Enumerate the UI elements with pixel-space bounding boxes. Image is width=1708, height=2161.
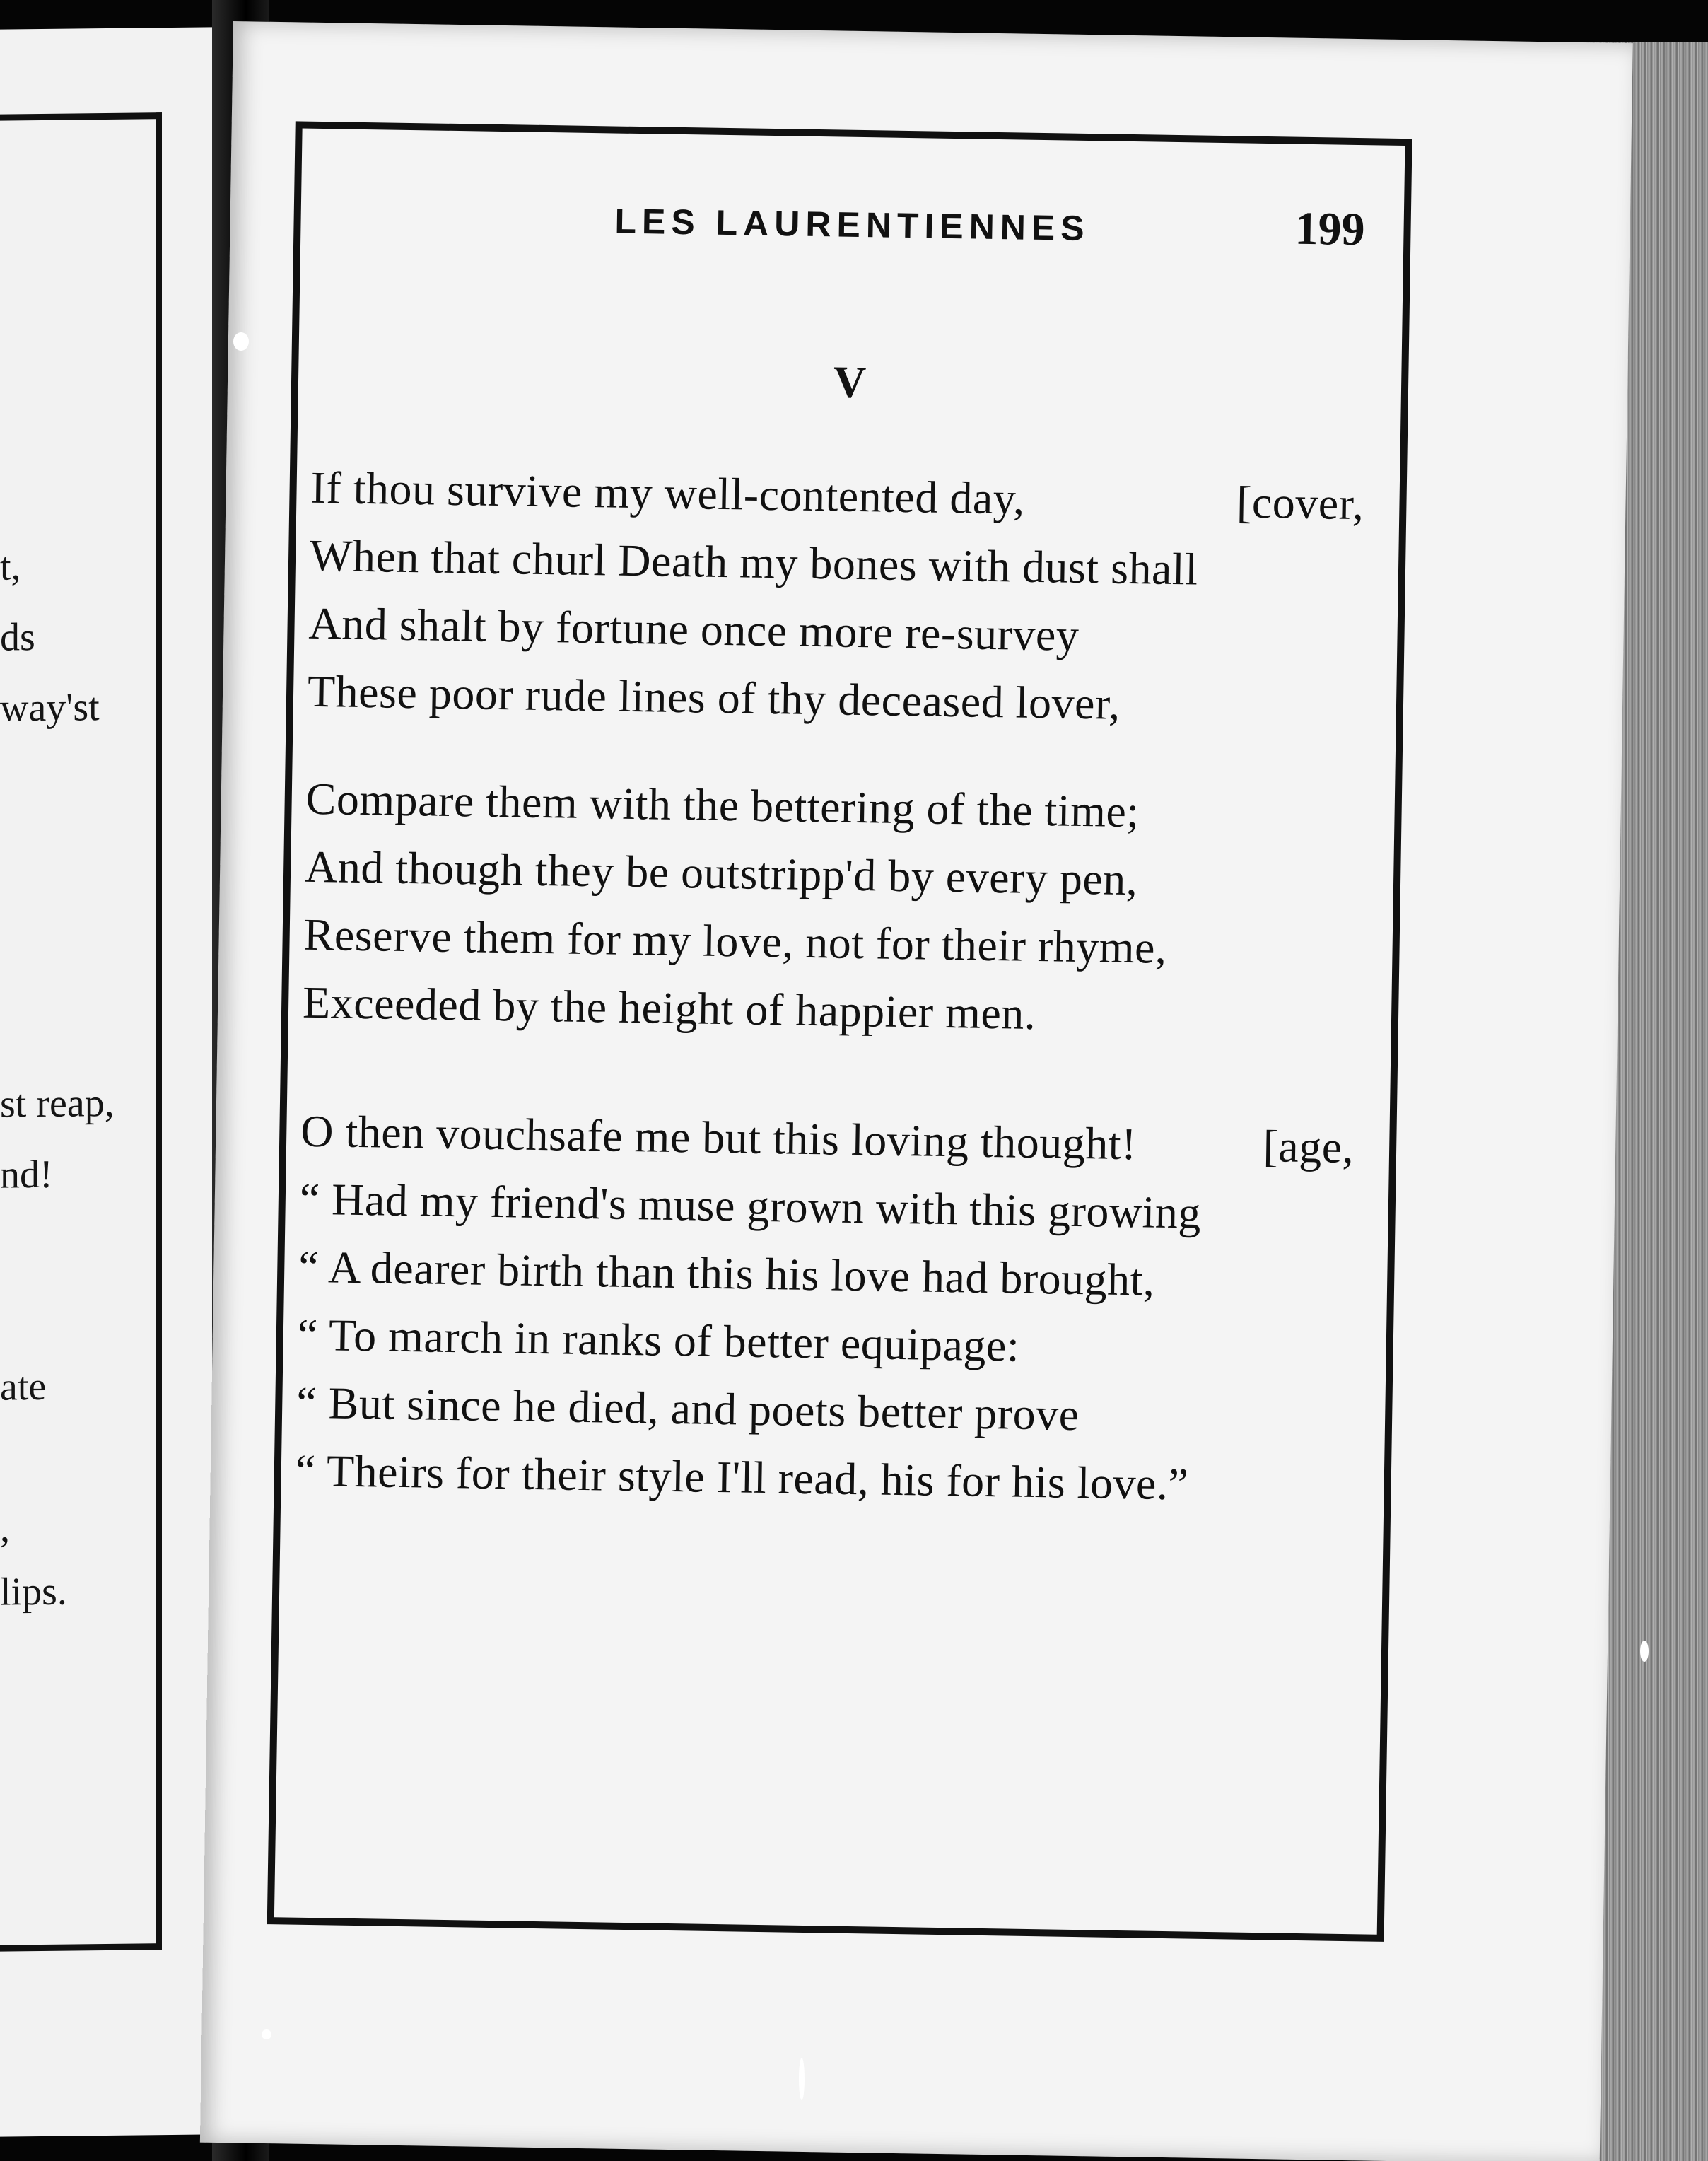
verse-text: If thou survive my well-contented day,	[310, 462, 1026, 524]
stanza	[295, 1097, 1362, 1521]
previous-page-fragment: ds	[0, 615, 35, 660]
running-head: LES LAURENTIENNES	[614, 201, 1091, 249]
verse-line: Reserve them for my love, not for their rhyme,	[303, 909, 1168, 973]
previous-page-fragment: lips.	[0, 1569, 67, 1614]
verse-text: O then vouchsafe me but this loving thought!	[300, 1105, 1137, 1170]
previous-page-fragment: way'st	[0, 685, 100, 730]
previous-page-fragment: ,	[0, 1506, 10, 1551]
scan-speck	[262, 2029, 271, 2039]
previous-page-fragment: ate	[0, 1364, 47, 1409]
verse-line: These poor rude lines of thy deceased lover,	[307, 665, 1121, 729]
verse-line: And though they be outstripp'd by every pen,	[304, 841, 1138, 905]
page-number: 199	[1294, 202, 1366, 256]
previous-page-frame	[0, 112, 162, 1952]
previous-page	[0, 27, 212, 2136]
sonnet-number: V	[833, 356, 867, 408]
verse-line: “ But since he died, and poets better prove	[296, 1377, 1080, 1440]
verse-turnover: [age,	[1263, 1121, 1355, 1173]
verse-turnover: [cover,	[1236, 477, 1365, 530]
verse-line: “ Theirs for their style I'll read, his for his love.”	[295, 1445, 1189, 1510]
verse-line: “ A dearer birth than this his love had brought,	[298, 1241, 1156, 1305]
scan-speck	[1640, 1641, 1649, 1662]
previous-page-fragment: nd!	[0, 1152, 53, 1197]
verse-line: When that churl Death my bones with dust shall	[309, 530, 1199, 595]
stanza	[307, 454, 1371, 742]
scan-speck	[233, 332, 249, 351]
verse-line: “ Had my friend's muse grown with this growing	[299, 1173, 1202, 1238]
verse-line: “ To march in ranks of better equipage:	[297, 1309, 1020, 1371]
current-page	[200, 21, 1633, 2161]
stanza	[302, 765, 1367, 1054]
previous-page-fragment: t,	[0, 544, 21, 589]
previous-page-fragment: st reap,	[0, 1080, 115, 1126]
verse-line: And shalt by fortune once more re-survey	[308, 598, 1080, 660]
verse-line: Compare them with the bettering of the time;	[305, 773, 1140, 837]
scan-speck	[799, 2058, 805, 2100]
page-border-frame	[267, 121, 1412, 1942]
verse-line: Exceeded by the height of happier men.	[302, 977, 1036, 1039]
